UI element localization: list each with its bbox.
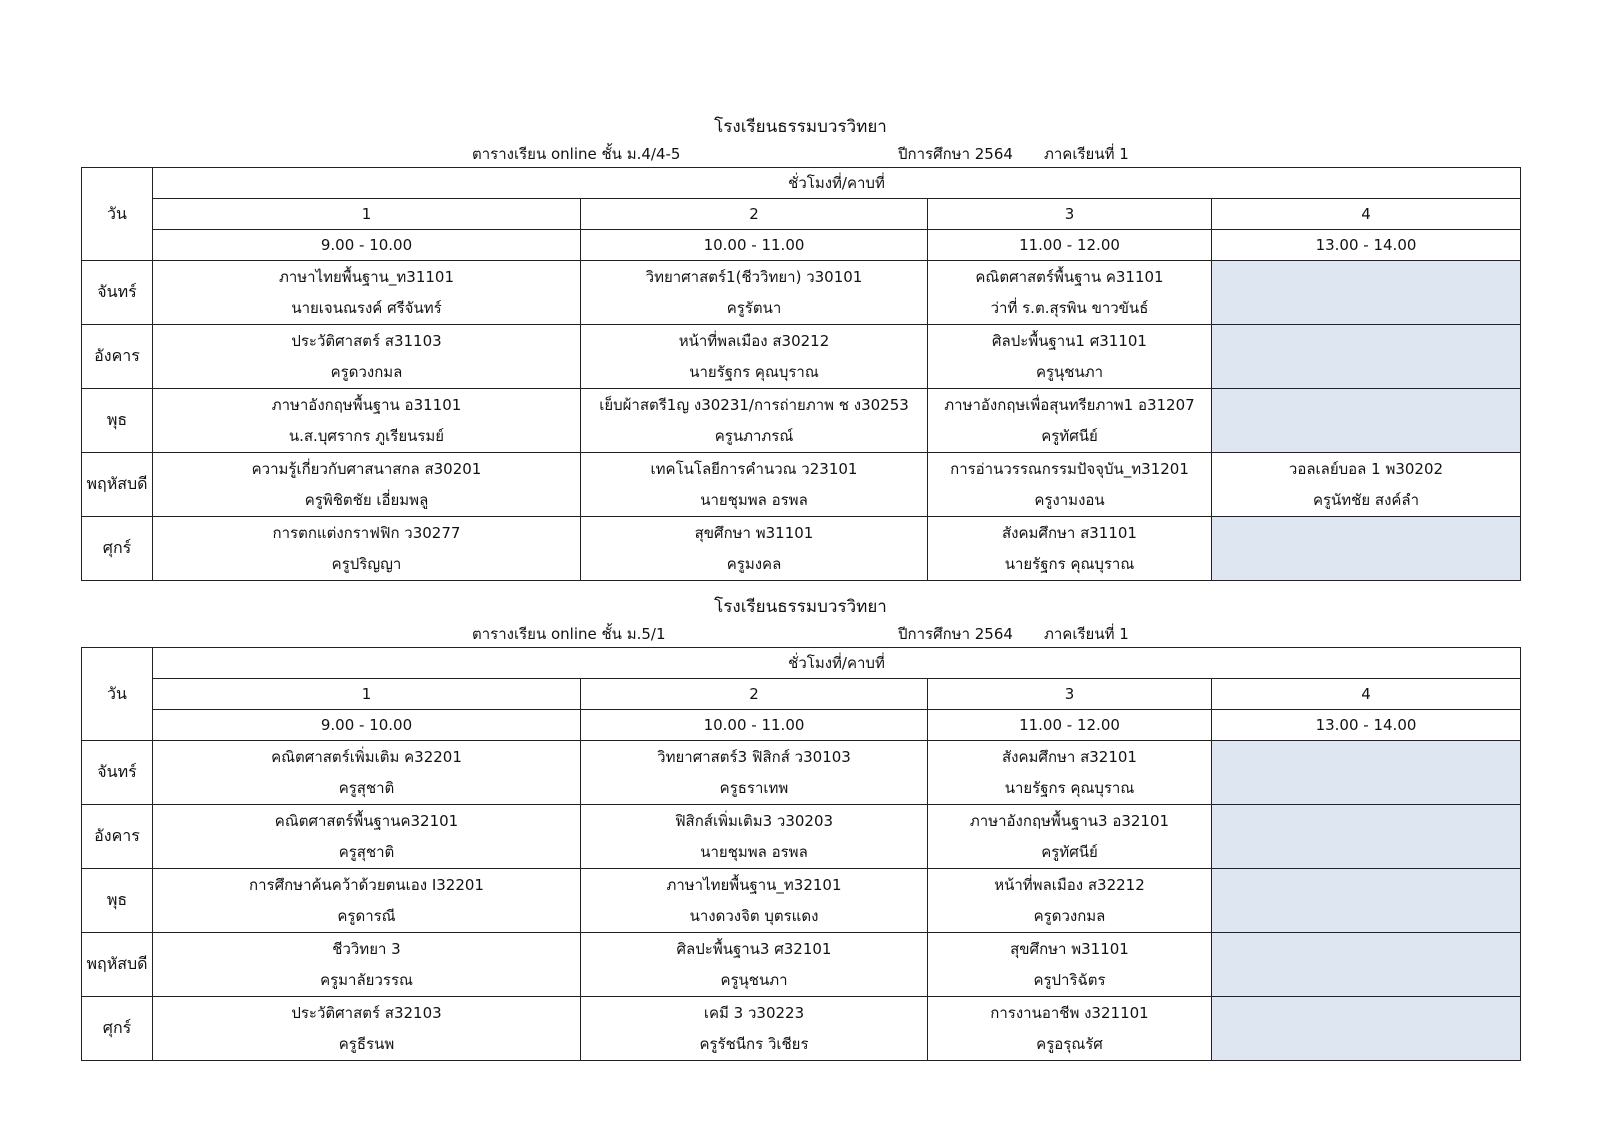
school-title: โรงเรียนธรรมบวรวิทยา [714,117,887,137]
subject: สังคมศึกษา ส31101 [1002,523,1137,542]
class-cell [928,933,1212,997]
year-label: ปีการศึกษา 2564 [898,625,1013,643]
term-label: ภาคเรียนที่ 1 [1044,625,1129,643]
class-cell [153,805,581,869]
class-cell [928,869,1212,933]
empty-cell [1212,933,1521,997]
subject: วิทยาศาสตร์3 ฟิสิกส์ ว30103 [657,747,851,766]
day-cell: พฤหัสบดี [82,453,153,517]
class-label: ตารางเรียน online ชั้น ม.4/4-5 [472,145,681,163]
teacher: ครูปริญญา [331,554,402,573]
empty-cell [1212,517,1521,581]
period-header: ชั่วโมงที่/คาบที่ [153,168,1521,199]
teacher: นายรัฐกร คุณบุราณ [689,362,819,381]
period-number: 1 [153,199,581,230]
day-cell: ศุกร์ [82,517,153,581]
period-header: ชั่วโมงที่/คาบที่ [153,648,1521,679]
teacher: ครูพิชิตชัย เอี่ยมพลู [304,490,429,509]
table-row [82,805,1521,869]
teacher: ครูนุชนภา [720,970,788,989]
teacher: ครูรัตนา [726,298,782,317]
teacher: ครูดวงกมล [1033,906,1106,925]
class-cell [153,741,581,805]
class-cell [928,997,1212,1061]
class-cell [581,805,928,869]
period-number: 2 [581,199,928,230]
class-cell [153,997,581,1061]
teacher: ครูมาลัยวรรณ [320,970,413,989]
teacher: นายชุมพล อรพล [700,490,808,509]
period-time: 13.00 - 14.00 [1212,230,1521,261]
table-row [82,389,1521,453]
period-time: 9.00 - 10.00 [153,710,581,741]
class-cell [153,517,581,581]
schedule-m5 [81,593,1520,1061]
day-cell: อังคาร [82,325,153,389]
subject: หน้าที่พลเมือง ส30212 [678,331,830,350]
teacher: ครูรัชนีกร วิเชียร [699,1034,809,1053]
subject: สุขศึกษา พ31101 [1010,939,1129,958]
class-cell [1212,453,1521,517]
schedule-subtitle [81,141,1520,167]
subject: ประวัติศาสตร์ ส31103 [291,331,442,350]
class-cell [153,389,581,453]
class-cell [928,261,1212,325]
subject: เย็บผ้าสตรี1ญ ง30231/การถ่ายภาพ ช ง30253 [599,395,909,414]
class-cell [581,741,928,805]
empty-cell [1212,325,1521,389]
empty-cell [1212,741,1521,805]
subject: การงานอาชีพ ง321101 [990,1003,1149,1022]
class-cell [581,261,928,325]
teacher: ครูดวงกมล [330,362,403,381]
period-time: 9.00 - 10.00 [153,230,581,261]
class-cell [581,453,928,517]
day-cell: ศุกร์ [82,997,153,1061]
class-cell [153,261,581,325]
class-cell [928,453,1212,517]
schedule-subtitle [81,621,1520,647]
teacher: ครูนัทชัย สงค์ลำ [1312,490,1420,509]
teacher: นายชุมพล อรพล [700,842,808,861]
year-label: ปีการศึกษา 2564 [898,145,1013,163]
subject: สุขศึกษา พ31101 [694,523,814,542]
period-number: 1 [153,679,581,710]
subject: ความรู้เกี่ยวกับศาสนาสกล ส30201 [251,459,482,478]
teacher: ครูสุชาติ [338,842,395,861]
subject: ชีววิทยา 3 [332,939,401,958]
subject: ภาษาอังกฤษพื้นฐาน อ31101 [271,395,462,414]
teacher: ครูสุชาติ [338,778,395,797]
empty-cell [1212,869,1521,933]
subject: สังคมศึกษา ส32101 [1002,747,1137,766]
period-time: 10.00 - 11.00 [581,230,928,261]
subject: คณิตศาสตร์เพิ่มเติม ค32201 [271,747,462,766]
subject: วอลเลย์บอล 1 พ30202 [1288,459,1444,478]
period-number: 3 [928,679,1212,710]
teacher: น.ส.บุศรากร ภูเรียนรมย์ [288,426,445,445]
class-cell [928,325,1212,389]
subject: ภาษาอังกฤษเพื่อสุนทรียภาพ1 อ31207 [944,395,1195,414]
subject: การตกแต่งกราฟฟิก ว30277 [272,523,461,542]
period-number: 3 [928,199,1212,230]
day-cell: อังคาร [82,805,153,869]
teacher: ครูธีรนพ [338,1034,395,1053]
teacher: ครูนุชนภา [1035,362,1104,381]
period-number: 4 [1212,679,1521,710]
empty-cell [1212,389,1521,453]
teacher: ว่าที่ ร.ต.สุรพิน ขาวขันธ์ [990,298,1149,317]
subject: ภาษาไทยพื้นฐาน_ท31101 [278,267,455,286]
subject: ภาษาอังกฤษพื้นฐาน3 อ32101 [969,811,1170,830]
period-time: 11.00 - 12.00 [928,230,1212,261]
subject: ประวัติศาสตร์ ส32103 [291,1003,442,1022]
class-cell [153,325,581,389]
teacher: ครูมงคล [726,554,782,573]
table-row [82,741,1521,805]
empty-cell [1212,261,1521,325]
subject: หน้าที่พลเมือง ส32212 [994,875,1145,894]
teacher: นายเจนณรงค์ ศรีจันทร์ [291,298,442,317]
subject: การอ่านวรรณกรรมปัจจุบัน_ท31201 [950,459,1189,478]
class-cell [581,869,928,933]
subject: ฟิสิกส์เพิ่มเติม3 ว30203 [674,811,834,830]
day-cell: พฤหัสบดี [82,933,153,997]
subject: ศิลปะพื้นฐาน3 ศ32101 [676,939,832,958]
table-row [82,261,1521,325]
teacher: ครูทัศนีย์ [1041,842,1098,861]
class-cell [928,741,1212,805]
day-cell: จันทร์ [82,261,153,325]
period-time: 13.00 - 14.00 [1212,710,1521,741]
class-cell [928,389,1212,453]
subject: ศิลปะพื้นฐาน1 ศ31101 [992,331,1147,350]
empty-cell [1212,805,1521,869]
table-row [82,517,1521,581]
class-cell [581,325,928,389]
timetable [81,167,1521,581]
class-cell [928,517,1212,581]
day-cell: พุธ [82,869,153,933]
class-cell [581,933,928,997]
teacher: ครูธราเทพ [719,778,789,797]
subject: คณิตศาสตร์พื้นฐาน ค31101 [975,267,1164,286]
table-row [82,997,1521,1061]
class-cell [153,869,581,933]
class-cell [581,517,928,581]
class-cell [153,933,581,997]
teacher: ครูทัศนีย์ [1041,426,1098,445]
timetable [81,647,1521,1061]
subject: คณิตศาสตร์พื้นฐานค32101 [274,811,459,830]
teacher: ครูงามงอน [1034,490,1105,509]
class-label: ตารางเรียน online ชั้น ม.5/1 [472,625,666,643]
period-number: 4 [1212,199,1521,230]
period-number: 2 [581,679,928,710]
subject: เคมี 3 ว30223 [703,1003,805,1022]
teacher: ครูนภาภรณ์ [714,426,794,445]
period-time: 11.00 - 12.00 [928,710,1212,741]
class-cell [928,805,1212,869]
teacher: นายรัฐกร คุณบุราณ [1004,554,1135,573]
subject: วิทยาศาสตร์1(ชีววิทยา) ว30101 [645,267,863,286]
subject: เทคโนโลยีการคำนวณ ว23101 [650,459,858,478]
day-cell: จันทร์ [82,741,153,805]
class-cell [153,453,581,517]
schedule-m4 [81,113,1520,581]
table-row [82,325,1521,389]
term-label: ภาคเรียนที่ 1 [1044,145,1129,163]
period-time: 10.00 - 11.00 [581,710,928,741]
table-row [82,869,1521,933]
table-row [82,933,1521,997]
day-header: วัน [82,648,153,741]
class-cell [581,389,928,453]
teacher: นายรัฐกร คุณบุราณ [1004,778,1135,797]
teacher: ครูอรุณรัศ [1036,1034,1103,1053]
day-header: วัน [82,168,153,261]
teacher: ครูปาริฉัตร [1033,970,1106,989]
class-cell [581,997,928,1061]
table-row [82,453,1521,517]
teacher: นางดวงจิต บุตรแดง [689,906,819,925]
empty-cell [1212,997,1521,1061]
school-title: โรงเรียนธรรมบวรวิทยา [714,597,887,617]
day-cell: พุธ [82,389,153,453]
teacher: ครูดารณี [337,906,396,925]
subject: ภาษาไทยพื้นฐาน_ท32101 [666,875,842,894]
subject: การศึกษาค้นคว้าด้วยตนเอง I32201 [249,875,484,894]
